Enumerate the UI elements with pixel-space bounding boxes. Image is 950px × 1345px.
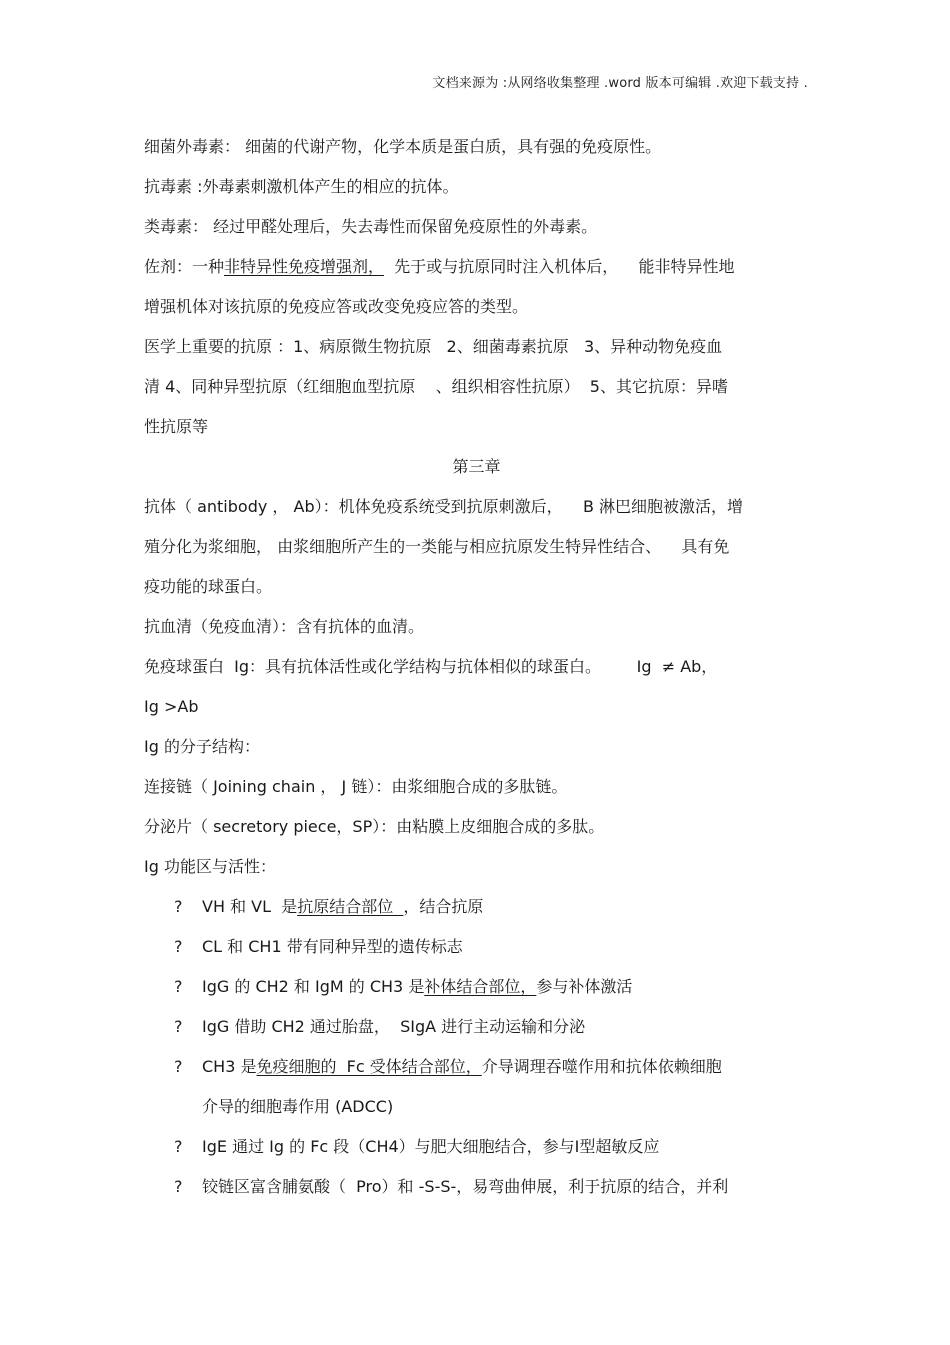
text-line: Ig >Ab: [144, 697, 199, 716]
document-body: [144, 127, 809, 1207]
list-item-text: 铰链区富含脯氨酸（ Pro）和 -S-S-，易弯曲伸展，利于抗原的结合，并利: [202, 1177, 729, 1196]
list-item: [144, 1047, 809, 1087]
text-line: Ig 功能区与活性：: [144, 857, 276, 876]
list-item: [144, 1127, 809, 1167]
underlined-term: 补体结合部位，: [424, 977, 537, 996]
bullet-marker: ?: [174, 1177, 183, 1196]
text-line: 类毒素： 经过甲醛处理后，失去毒性而保留免疫原性的外毒素。: [144, 217, 598, 236]
text-line: 连接链（ Joining chain ， J 链）：由浆细胞合成的多肽链。: [144, 777, 568, 796]
list-item: [144, 967, 809, 1007]
text-line: 医学上重要的抗原 ：1、病原微生物抗原 2、细菌毒素抗原 3、异种动物免疫血: [144, 337, 723, 356]
bullet-marker: ?: [174, 1137, 183, 1156]
bullet-marker: ?: [174, 1057, 183, 1076]
text-line: 细菌外毒素： 细菌的代谢产物，化学本质是蛋白质，具有强的免疫原性。: [144, 137, 662, 156]
list-item-text: IgE 通过 Ig 的 Fc 段（CH4）与肥大细胞结合，参与Ⅰ型超敏反应: [202, 1137, 660, 1156]
text-line: 殖分化为浆细胞， 由浆细胞所产生的一类能与相应抗原发生特异性结合、 具有免: [144, 537, 730, 556]
text-line: 抗毒素 :外毒素刺激机体产生的相应的抗体。: [144, 177, 459, 196]
text-segment: 介导调理吞噬作用和抗体依赖细胞: [481, 1057, 722, 1076]
page-header: 文档来源为 :从网络收集整理 .word 版本可编辑 .欢迎下载支持 .: [432, 76, 808, 91]
text-line: 增强机体对该抗原的免疫应答或改变免疫应答的类型。: [144, 297, 529, 316]
text-line: 抗体（ antibody ， Ab）：机体免疫系统受到抗原刺激后， B 淋巴细胞被激活，增: [144, 497, 744, 516]
list-item: [144, 1167, 809, 1207]
text-segment: VH 和 VL 是: [202, 897, 298, 916]
list-item: [144, 887, 809, 927]
list-item: [144, 927, 809, 967]
text-segment: 佐剂：一种: [144, 257, 225, 276]
list-item-text: CL 和 CH1 带有同种异型的遗传标志: [202, 937, 463, 956]
chapter-heading: 第三章: [452, 457, 501, 476]
text-line: 分泌片（ secretory piece，SP）：由粘膜上皮细胞合成的多肽。: [144, 817, 605, 836]
bullet-marker: ?: [174, 977, 183, 996]
text-line: 疫功能的球蛋白。: [144, 577, 273, 596]
bullet-marker: ?: [174, 897, 183, 916]
text-segment: 先于或与抗原同时注入机体后， 能非特异性地: [384, 257, 735, 276]
text-segment: ，结合抗原: [403, 897, 484, 916]
list-item: [144, 1007, 809, 1047]
list-item-text: IgG 借助 CH2 通过胎盘， SIgA 进行主动运输和分泌: [202, 1017, 586, 1036]
bullet-marker: ?: [174, 1017, 183, 1036]
list-item-continuation: 介导的细胞毒作用 (ADCC): [202, 1097, 394, 1116]
underlined-term: 非特异性免疫增强剂，: [224, 257, 385, 276]
text-line: 抗血清（免疫血清）：含有抗体的血清。: [144, 617, 425, 636]
text-segment: IgG 的 CH2 和 IgM 的 CH3 是: [202, 977, 425, 996]
underlined-term: 免疫细胞的 Fc 受体结合部位，: [256, 1057, 482, 1076]
underlined-term: 抗原结合部位: [297, 897, 404, 916]
text-line: 性抗原等: [144, 417, 209, 436]
text-line: 清 4、同种异型抗原（红细胞血型抗原 、组织相容性抗原） 5、其它抗原：异嗜: [144, 377, 728, 396]
bullet-marker: ?: [174, 937, 183, 956]
text-segment: 参与补体激活: [536, 977, 633, 996]
text-segment: CH3 是: [202, 1057, 257, 1076]
text-line: Ig 的分子结构：: [144, 737, 260, 756]
text-line: [144, 247, 809, 287]
text-line: 免疫球蛋白 Ig：具有抗体活性或化学结构与抗体相似的球蛋白。 Ig ≠ Ab，: [144, 657, 718, 676]
